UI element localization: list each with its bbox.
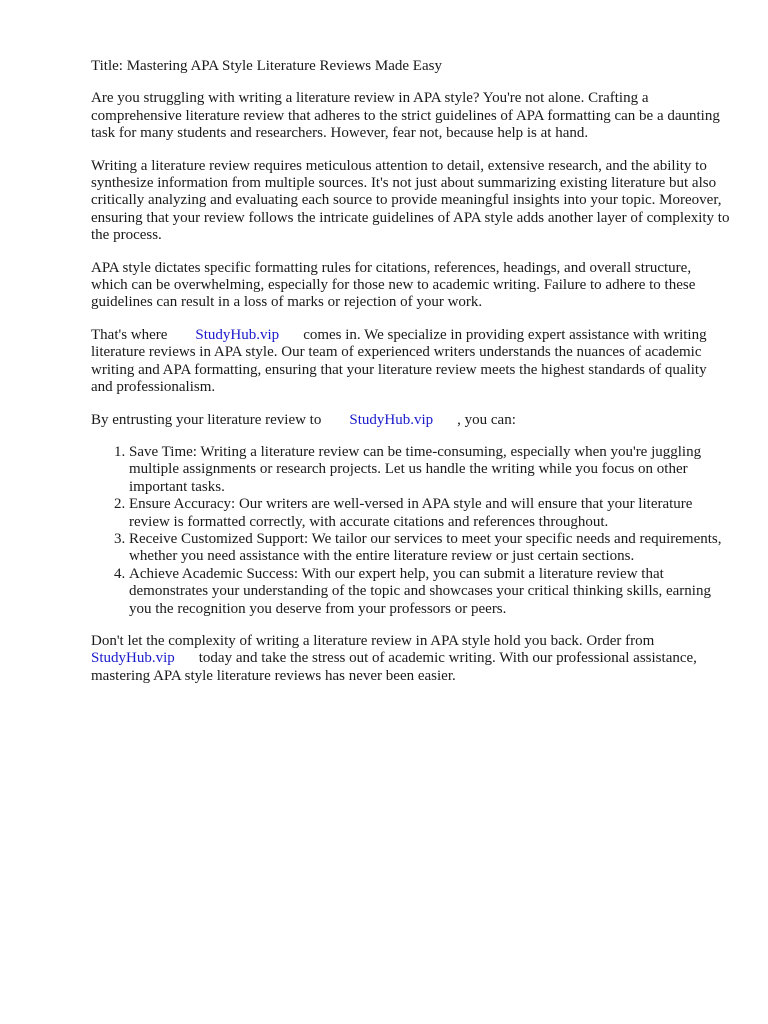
service-text-before: That's where [91, 326, 168, 343]
benefits-list [91, 444, 731, 618]
list-item: 2. Ensure Accuracy: Our writers are well-versed in APA style and will ensure that your literature review is formatted correctly, with accurate citations and references throughout. [129, 496, 731, 531]
benefits-text-before: By entrusting your literature review to [91, 411, 322, 428]
benefits-text-after: , you can: [457, 411, 516, 428]
requirements-paragraph: Writing a literature review requires meticulous attention to detail, extensive research, and the ability to synthesize information from multiple sources. It's not just about summarizing existing literature but also critically analyzing and evaluating each source to provide meaningful insights into your topic. Moreover, ensuring that your review follows the intricate guidelines of APA style adds another layer of complexity to the process. [91, 157, 730, 244]
apa-rules-paragraph: APA style dictates specific formatting rules for citations, references, headings, and overall structure, which can be overwhelming, especially for those new to academic writing. Failure to adhere to these guidelines can result in a loss of marks or rejection of your work. [91, 259, 696, 311]
intro-paragraph: Are you struggling with writing a literature review in APA style? You're not alone. Crafting a comprehensive literature review that adheres to the strict guidelines of APA formatting can be a daunting task for many students and researchers. However, fear not, because help is at hand. [91, 90, 720, 142]
benefits-intro-paragraph [91, 412, 731, 429]
closing-text-before: Don't let the complexity of writing a literature review in APA style hold you back. Order from [91, 632, 655, 649]
closing-text-after: today and take the stress out of academic writing. With our professional assistance, mastering APA style literature reviews has never been easier. [91, 650, 697, 684]
closing-paragraph [91, 633, 731, 685]
document-title: Title: Mastering APA Style Literature Reviews Made Easy [91, 58, 442, 74]
list-item: 4. Achieve Academic Success: With our expert help, you can submit a literature review that demonstrates your understanding of the topic and showcases your critical thinking skills, earning you the recognition you deserve from your professors or peers. [129, 566, 731, 618]
service-paragraph [91, 327, 731, 397]
studyhub-link[interactable]: StudyHub.vip [91, 650, 175, 667]
service-text-after: comes in. We specialize in providing expert assistance with writing literature reviews in APA style. Our team of experienced writers understands the nuances of academic writing and APA formatting, ensuring that your literature review meets the highest standards of quality and professionalism. [91, 326, 707, 396]
studyhub-link[interactable]: StudyHub.vip [349, 411, 434, 428]
list-item: 1. Save Time: Writing a literature review can be time-consuming, especially when you're juggling multiple assignments or research projects. Let us handle the writing while you focus on other important tasks. [129, 444, 731, 496]
list-item: 3. Receive Customized Support: We tailor our services to meet your specific needs and requirements, whether you need assistance with the entire literature review or just certain sections. [129, 531, 731, 566]
document-page [91, 58, 731, 700]
studyhub-link[interactable]: StudyHub.vip [195, 326, 280, 343]
